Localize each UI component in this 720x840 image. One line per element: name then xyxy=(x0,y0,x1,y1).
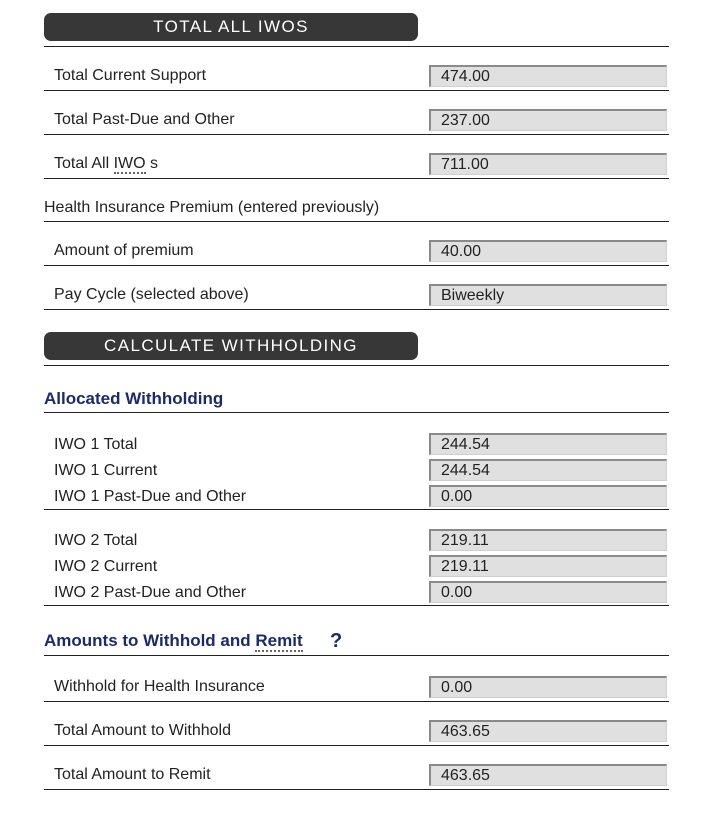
iwo1-past-due-label: IWO 1 Past-Due and Other xyxy=(54,488,247,505)
total-current-support-field[interactable]: 474.00 xyxy=(429,65,667,87)
iwo1-past-due-field[interactable]: 0.00 xyxy=(429,485,667,507)
divider xyxy=(44,701,669,702)
help-question-icon[interactable]: ? xyxy=(330,630,343,652)
total-withhold-label: Total Amount to Withhold xyxy=(54,722,231,739)
divider xyxy=(44,46,669,47)
iwo2-past-due-label: IWO 2 Past-Due and Other xyxy=(54,584,247,601)
total-current-support-label: Total Current Support xyxy=(54,67,207,84)
iwo2-total-field[interactable]: 219.11 xyxy=(429,529,667,551)
pay-cycle-label: Pay Cycle (selected above) xyxy=(54,286,249,303)
total-all-iwos-label-suffix: s xyxy=(145,155,159,172)
pay-cycle-field[interactable]: Biweekly xyxy=(429,284,667,306)
iwo2-current-label: IWO 2 Current xyxy=(54,558,158,575)
iwo-abbreviation[interactable]: IWO xyxy=(113,155,146,172)
divider xyxy=(44,605,669,606)
allocated-withholding-heading: Allocated Withholding xyxy=(44,389,224,408)
amounts-withhold-remit-heading xyxy=(44,631,303,651)
iwo1-current-label: IWO 1 Current xyxy=(54,462,158,479)
divider xyxy=(44,90,669,91)
total-all-iwos-banner: TOTAL ALL IWOS xyxy=(44,13,418,41)
divider xyxy=(44,789,669,790)
health-insurance-heading: Health Insurance Premium (entered previously) xyxy=(44,199,380,216)
premium-amount-label: Amount of premium xyxy=(54,242,194,259)
total-all-iwos-label xyxy=(54,155,158,173)
divider xyxy=(44,509,669,510)
divider xyxy=(44,365,669,366)
iwo2-past-due-field[interactable]: 0.00 xyxy=(429,581,667,603)
divider xyxy=(44,412,669,413)
total-all-iwos-field[interactable]: 711.00 xyxy=(429,153,667,175)
total-remit-field[interactable]: 463.65 xyxy=(429,764,667,786)
divider xyxy=(44,265,669,266)
total-past-due-label: Total Past-Due and Other xyxy=(54,111,235,128)
remit-abbreviation[interactable]: Remit xyxy=(255,631,303,650)
divider xyxy=(44,309,669,310)
divider xyxy=(44,178,669,179)
total-withhold-field[interactable]: 463.65 xyxy=(429,720,667,742)
divider xyxy=(44,134,669,135)
divider xyxy=(44,655,669,656)
total-past-due-field[interactable]: 237.00 xyxy=(429,109,667,131)
iwo1-current-field[interactable]: 244.54 xyxy=(429,459,667,481)
withhold-health-insurance-label: Withhold for Health Insurance xyxy=(54,678,265,695)
divider xyxy=(44,221,669,222)
iwo1-total-label: IWO 1 Total xyxy=(54,436,138,453)
divider xyxy=(44,745,669,746)
iwo1-total-field[interactable]: 244.54 xyxy=(429,433,667,455)
iwo2-total-label: IWO 2 Total xyxy=(54,532,138,549)
withhold-health-insurance-field[interactable]: 0.00 xyxy=(429,676,667,698)
total-all-iwos-label-prefix: Total All xyxy=(54,155,114,172)
amounts-heading-prefix: Amounts to Withhold and xyxy=(44,631,256,650)
premium-amount-field[interactable]: 40.00 xyxy=(429,240,667,262)
iwo2-current-field[interactable]: 219.11 xyxy=(429,555,667,577)
total-remit-label: Total Amount to Remit xyxy=(54,766,211,783)
calculate-withholding-banner: CALCULATE WITHHOLDING xyxy=(44,332,418,360)
